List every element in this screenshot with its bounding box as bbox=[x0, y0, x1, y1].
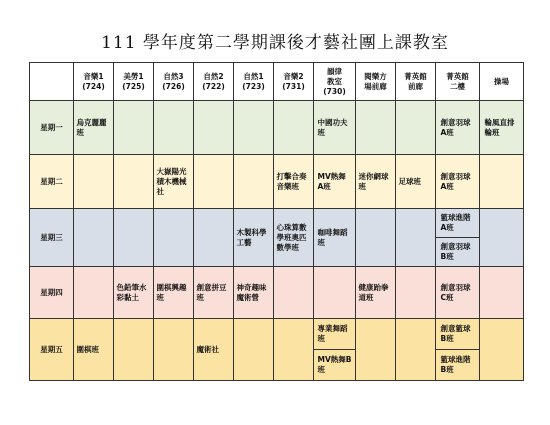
class-name: 魔術社 bbox=[196, 344, 219, 354]
empty-cell bbox=[74, 209, 114, 267]
class-cell bbox=[114, 267, 154, 319]
class-name: 色鉛筆水彩黏土 bbox=[116, 282, 147, 302]
class-cell bbox=[480, 101, 524, 155]
class-name: MV熱舞A班 bbox=[317, 171, 346, 191]
empty-cell bbox=[314, 267, 356, 319]
col-header-label: 自然1 (723) bbox=[242, 71, 265, 91]
class-name: 咖啡舞蹈班 bbox=[317, 227, 348, 247]
empty-cell bbox=[396, 209, 436, 267]
empty-cell bbox=[480, 319, 524, 381]
empty-cell bbox=[114, 155, 154, 209]
row-monday bbox=[30, 101, 524, 155]
empty-cell bbox=[154, 319, 194, 381]
class-name: 健康跆拳道班 bbox=[358, 282, 389, 302]
class-name: 木製科學工藝 bbox=[236, 227, 267, 247]
empty-cell bbox=[356, 319, 396, 381]
class-name: 中國功夫班 bbox=[317, 117, 348, 137]
col-header bbox=[274, 63, 314, 101]
class-cell bbox=[194, 319, 234, 381]
class-cell bbox=[436, 238, 480, 267]
class-cell bbox=[234, 267, 274, 319]
class-cell bbox=[314, 209, 356, 267]
header-row bbox=[30, 63, 524, 101]
class-name: 籃球進階B班 bbox=[440, 355, 471, 374]
empty-cell bbox=[356, 209, 396, 267]
col-header bbox=[436, 63, 480, 101]
col-header bbox=[194, 63, 234, 101]
empty-cell bbox=[154, 101, 194, 155]
class-name: 打擊合奏音樂班 bbox=[276, 171, 307, 191]
empty-cell bbox=[194, 209, 234, 267]
empty-cell bbox=[194, 155, 234, 209]
empty-cell bbox=[114, 319, 154, 381]
col-header bbox=[356, 63, 396, 101]
col-header-label: 音樂2 (731) bbox=[282, 71, 305, 91]
empty-cell bbox=[480, 267, 524, 319]
class-name: 圍棋班 bbox=[76, 344, 99, 354]
class-cell bbox=[356, 155, 396, 209]
class-cell bbox=[436, 209, 480, 238]
empty-cell bbox=[396, 101, 436, 155]
empty-cell bbox=[396, 319, 436, 381]
row-friday bbox=[30, 319, 524, 350]
col-header bbox=[234, 63, 274, 101]
class-cell bbox=[436, 267, 480, 319]
class-name: 籃球進階A班 bbox=[440, 213, 471, 232]
class-cell bbox=[274, 155, 314, 209]
class-cell bbox=[436, 155, 480, 209]
empty-cell bbox=[480, 155, 524, 209]
class-cell bbox=[396, 155, 436, 209]
col-header-label: 閱樂方 場前廊 bbox=[364, 71, 387, 91]
class-name: 輪風直排輪班 bbox=[484, 117, 515, 137]
col-header-label: 自然2 (722) bbox=[202, 71, 225, 91]
row-thursday bbox=[30, 267, 524, 319]
col-header-label: 菁英館 二樓 bbox=[446, 71, 469, 91]
col-header bbox=[480, 63, 524, 101]
class-name: 迷你網球班 bbox=[358, 171, 389, 191]
class-cell bbox=[314, 101, 356, 155]
class-cell bbox=[356, 267, 396, 319]
empty-cell bbox=[234, 101, 274, 155]
col-header-label: 美勞1 (725) bbox=[122, 71, 145, 91]
class-name: 創意羽球B班 bbox=[440, 242, 471, 261]
class-cell bbox=[154, 155, 194, 209]
class-cell bbox=[436, 350, 480, 381]
class-cell bbox=[234, 209, 274, 267]
class-name: 足球班 bbox=[398, 176, 421, 186]
class-name: 圍棋興趣班 bbox=[156, 282, 187, 302]
class-name: 烏克麗麗班 bbox=[76, 117, 107, 137]
class-name: 創意拼豆班 bbox=[196, 282, 227, 302]
class-cell bbox=[314, 319, 356, 350]
corner-cell bbox=[30, 63, 74, 101]
class-name: 創意籃球B班 bbox=[440, 324, 471, 343]
empty-cell bbox=[114, 101, 154, 155]
col-header-label: 韻律 教室 (730) bbox=[323, 66, 346, 96]
class-cell bbox=[154, 267, 194, 319]
col-header-label: 音樂1 (724) bbox=[82, 71, 105, 91]
empty-cell bbox=[480, 209, 524, 267]
empty-cell bbox=[396, 267, 436, 319]
col-header bbox=[396, 63, 436, 101]
day-label: 星期四 bbox=[30, 267, 74, 319]
col-header bbox=[114, 63, 154, 101]
class-cell bbox=[274, 209, 314, 267]
day-label: 星期五 bbox=[30, 319, 74, 381]
col-header bbox=[74, 63, 114, 101]
empty-cell bbox=[114, 209, 154, 267]
class-name: 創意羽球A班 bbox=[440, 117, 471, 137]
empty-cell bbox=[74, 155, 114, 209]
class-cell bbox=[314, 155, 356, 209]
class-cell bbox=[436, 319, 480, 350]
class-name: 創意羽球A班 bbox=[440, 171, 471, 191]
col-header-label: 操場 bbox=[494, 76, 509, 86]
empty-cell bbox=[154, 209, 194, 267]
class-name: 大嶽陽光積木機械社 bbox=[156, 166, 187, 196]
col-header-label: 自然3 (726) bbox=[162, 71, 185, 91]
row-wednesday bbox=[30, 209, 524, 238]
empty-cell bbox=[234, 155, 274, 209]
class-name: MV熱舞B班 bbox=[317, 355, 352, 374]
col-header bbox=[154, 63, 194, 101]
empty-cell bbox=[234, 319, 274, 381]
empty-cell bbox=[194, 101, 234, 155]
class-cell bbox=[194, 267, 234, 319]
schedule-table bbox=[29, 62, 524, 381]
class-cell bbox=[74, 319, 114, 381]
day-label: 星期一 bbox=[30, 101, 74, 155]
class-cell bbox=[314, 350, 356, 381]
col-header-label: 菁英館 前廊 bbox=[404, 71, 427, 91]
day-label: 星期二 bbox=[30, 155, 74, 209]
empty-cell bbox=[274, 101, 314, 155]
empty-cell bbox=[74, 267, 114, 319]
day-label: 星期三 bbox=[30, 209, 74, 267]
col-header bbox=[314, 63, 356, 101]
class-name: 心珠算數學班奧匹數學班 bbox=[276, 222, 307, 252]
class-cell bbox=[74, 101, 114, 155]
row-tuesday bbox=[30, 155, 524, 209]
empty-cell bbox=[356, 101, 396, 155]
class-name: 專業舞蹈班 bbox=[317, 324, 348, 343]
empty-cell bbox=[274, 267, 314, 319]
class-name: 神奇趣味魔術營 bbox=[236, 282, 267, 302]
class-name: 創意羽球C班 bbox=[440, 282, 471, 302]
class-cell bbox=[436, 101, 480, 155]
page-title: 111 學年度第二學期課後才藝社團上課教室 bbox=[101, 33, 449, 53]
empty-cell bbox=[274, 319, 314, 381]
